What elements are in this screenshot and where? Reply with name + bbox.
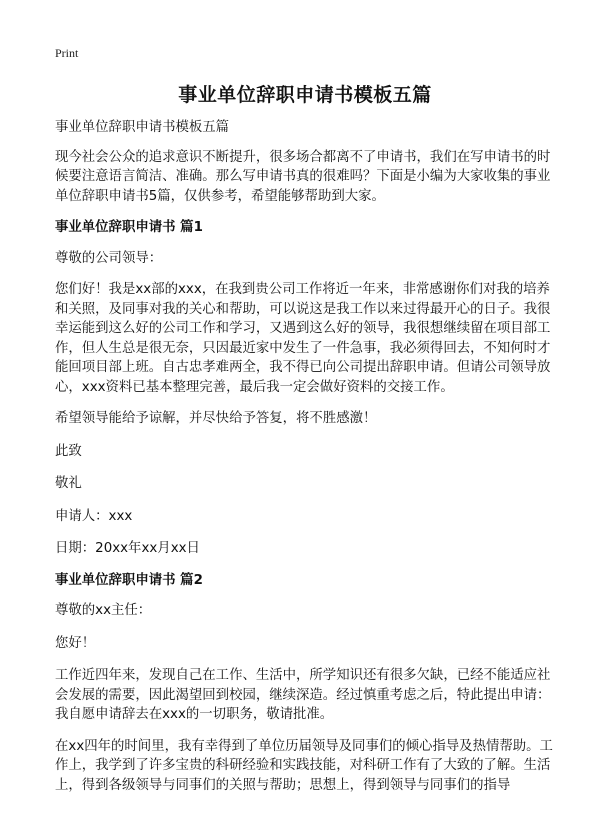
intro-paragraph: 现今社会公众的追求意识不断提升，很多场合都离不了申请书，我们在写申请书的时候要注意语言简洁、准确。那么写申请书真的很难吗？下面是小编为大家收集的事业单位辞职申请书5篇，仅供参考，希望能够帮助到大家。	[55, 149, 551, 204]
salutation: 尊敬的xx主任：	[55, 603, 152, 618]
document-body	[55, 118, 555, 795]
greeting: 您好！	[55, 635, 96, 651]
applicant-line: 申请人：xxx	[55, 508, 133, 524]
letter-2	[55, 571, 555, 796]
closing-line: 此致	[55, 443, 82, 459]
date-line: 日期：20xx年xx月xx日	[55, 541, 200, 556]
body-paragraph: 在xx四年的时间里，我有幸得到了单位历届领导及同事们的倾心指导及热情帮助。工作上，我学到了许多宝贵的科研经验和实践技能，对科研工作有了大致的了解。生活上，得到各级领导与同事们的关照与帮助；思想上，得到领导与同事们的指导	[55, 738, 553, 793]
document-subtitle: 事业单位辞职申请书模板五篇	[55, 120, 230, 135]
document-title: 事业单位辞职申请书模板五篇	[178, 84, 432, 106]
letter-heading: 事业单位辞职申请书 篇2	[55, 572, 203, 588]
print-label: Print	[55, 46, 79, 60]
closing-line: 敬礼	[55, 476, 82, 491]
body-paragraph: 希望领导能给予谅解，并尽快给予答复，将不胜感激！	[55, 411, 377, 426]
letter-1	[55, 218, 555, 559]
letter-heading: 事业单位辞职申请书 篇1	[55, 220, 203, 235]
body-paragraph: 工作近四年来，发现自己在工作、生活中，所学知识还有很多欠缺，已经不能适应社会发展的需要，因此渴望回到校园，继续深造。经过慎重考虑之后，特此提出申请：我自愿申请辞去在xxx的一切职务，敬请批准。	[55, 668, 551, 722]
salutation: 尊敬的公司领导：	[55, 250, 163, 266]
body-paragraph: 您们好！我是xx部的xxx，在我到贵公司工作将近一年来，非常感谢你们对我的培养和关照，及同事对我的关心和帮助，可以说这是我工作以来过得最开心的日子。我很幸运能到这么好的公司工作和学习，又遇到这么好的领导，我很想继续留在项目部工作，但人生总是很无奈，只因最近家中发生了一件急事，我必须得回去，不知何时才能回项目部上班。自古忠孝难两全，我不得已向公司提出辞职申请。但请公司领导放心，xxx资料已基本整理完善，最后我一定会做好资料的交接工作。	[55, 282, 551, 395]
